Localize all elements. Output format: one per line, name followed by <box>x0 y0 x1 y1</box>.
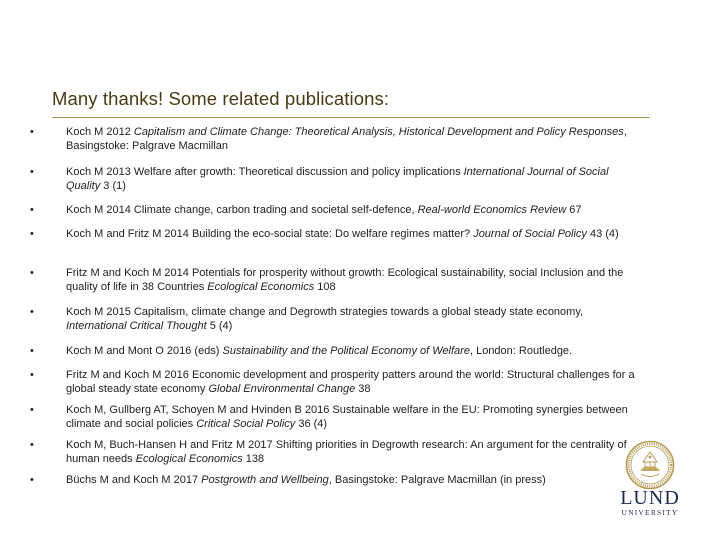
publication-item <box>30 473 640 487</box>
publication-segment: 43 (4) <box>586 228 619 240</box>
bullet: • <box>30 228 34 240</box>
publication-item <box>30 125 640 153</box>
publication-segment: , Basingstoke: Palgrave Macmillan (in press) <box>328 474 546 486</box>
publication-venue: International Critical Thought <box>66 320 207 332</box>
bullet: • <box>30 126 34 138</box>
publication-segment: 5 (4) <box>206 320 233 332</box>
publication-venue: Ecological Economics <box>135 453 243 465</box>
publication-text <box>66 344 640 358</box>
publication-segment: Büchs M and Koch M 2017 <box>66 474 202 486</box>
bullet: • <box>30 267 34 279</box>
publication-segment: Fritz M and Koch M 2014 Potentials for prosperity without growth: Ecological sustainability, social Inclusion and the quality of life in 38 Countries <box>66 267 624 293</box>
lund-university-logo <box>615 440 685 520</box>
publication-venue: Ecological Economics <box>207 281 315 293</box>
publication-item <box>30 305 640 333</box>
bullet: • <box>30 404 34 416</box>
publication-segment: 38 <box>355 383 371 395</box>
publication-venue: Postgrowth and Wellbeing <box>201 474 329 486</box>
publication-segment: 67 <box>566 204 582 216</box>
publication-text <box>66 125 640 153</box>
publication-item <box>30 344 640 358</box>
publication-venue: International Journal of Social Quality <box>66 166 609 192</box>
publication-item <box>30 227 640 241</box>
publication-text <box>66 438 640 466</box>
publication-segment: Koch M and Mont O 2016 (eds) <box>66 345 223 357</box>
slide-title: Many thanks! Some related publications: <box>52 88 390 109</box>
publication-text <box>66 403 640 431</box>
bullet: • <box>30 345 34 357</box>
publication-segment: Koch M, Buch-Hansen H and Fritz M 2017 Shifting priorities in Degrowth research: An argument for the centrality of human needs <box>66 439 627 465</box>
title-divider <box>52 117 650 118</box>
publication-item <box>30 266 640 294</box>
publication-segment: Koch M 2015 Capitalism, climate change and Degrowth strategies towards a global steady state economy, <box>66 306 584 318</box>
publication-item <box>30 403 640 431</box>
publication-text <box>66 165 640 193</box>
publication-text <box>66 368 640 396</box>
publication-text <box>66 473 640 487</box>
logo-name: LUND <box>620 487 680 509</box>
bullet: • <box>30 306 34 318</box>
publication-item <box>30 438 640 466</box>
publication-text <box>66 227 640 241</box>
publication-segment: 3 (1) <box>100 180 126 192</box>
publication-segment: Koch M 2014 Climate change, carbon trading and societal self-defence, <box>66 204 418 216</box>
bullet: • <box>30 369 34 381</box>
university-seal-icon <box>625 440 675 490</box>
bullet: • <box>30 204 34 216</box>
publication-text <box>66 203 640 217</box>
publication-segment: , London: Routledge. <box>469 345 573 357</box>
logo-subtitle: UNIVERSITY <box>621 508 679 517</box>
bullet: • <box>30 166 34 178</box>
publication-venue: Real-world Economics Review <box>417 204 567 216</box>
publication-segment: 138 <box>242 453 265 465</box>
publication-venue: Sustainability and the Political Economy of Welfare <box>222 345 470 357</box>
publication-segment: , Basingstoke: Palgrave Macmillan <box>66 126 627 152</box>
publication-item <box>30 165 640 193</box>
publication-item <box>30 368 640 396</box>
publication-venue: Journal of Social Policy <box>473 228 587 240</box>
publication-segment: Koch M and Fritz M 2014 Building the eco-social state: Do welfare regimes matter? <box>66 228 474 240</box>
publication-item <box>30 203 640 217</box>
publication-venue: Capitalism and Climate Change: Theoretical Analysis, Historical Development and Policy Responses <box>133 126 624 138</box>
publication-segment: 108 <box>314 281 336 293</box>
publication-venue: Critical Social Policy <box>196 418 296 430</box>
bullet: • <box>30 474 34 486</box>
publication-segment: Koch M, Gullberg AT, Schoyen M and Hvinden B 2016 Sustainable welfare in the EU: Promoting synergies between climate and social policies <box>66 404 628 430</box>
publication-segment: Koch M 2013 Welfare after growth: Theoretical discussion and policy implications <box>66 166 464 178</box>
publication-venue: Global Environmental Change <box>208 383 356 395</box>
publication-text <box>66 305 640 333</box>
publication-segment: Fritz M and Koch M 2016 Economic development and prosperity patters around the world: Structural challenges for a global steady state economy <box>66 369 635 395</box>
publication-segment: Koch M 2012 <box>66 126 134 138</box>
bullet: • <box>30 439 34 451</box>
publication-text <box>66 266 640 294</box>
publication-segment: 36 (4) <box>295 418 328 430</box>
